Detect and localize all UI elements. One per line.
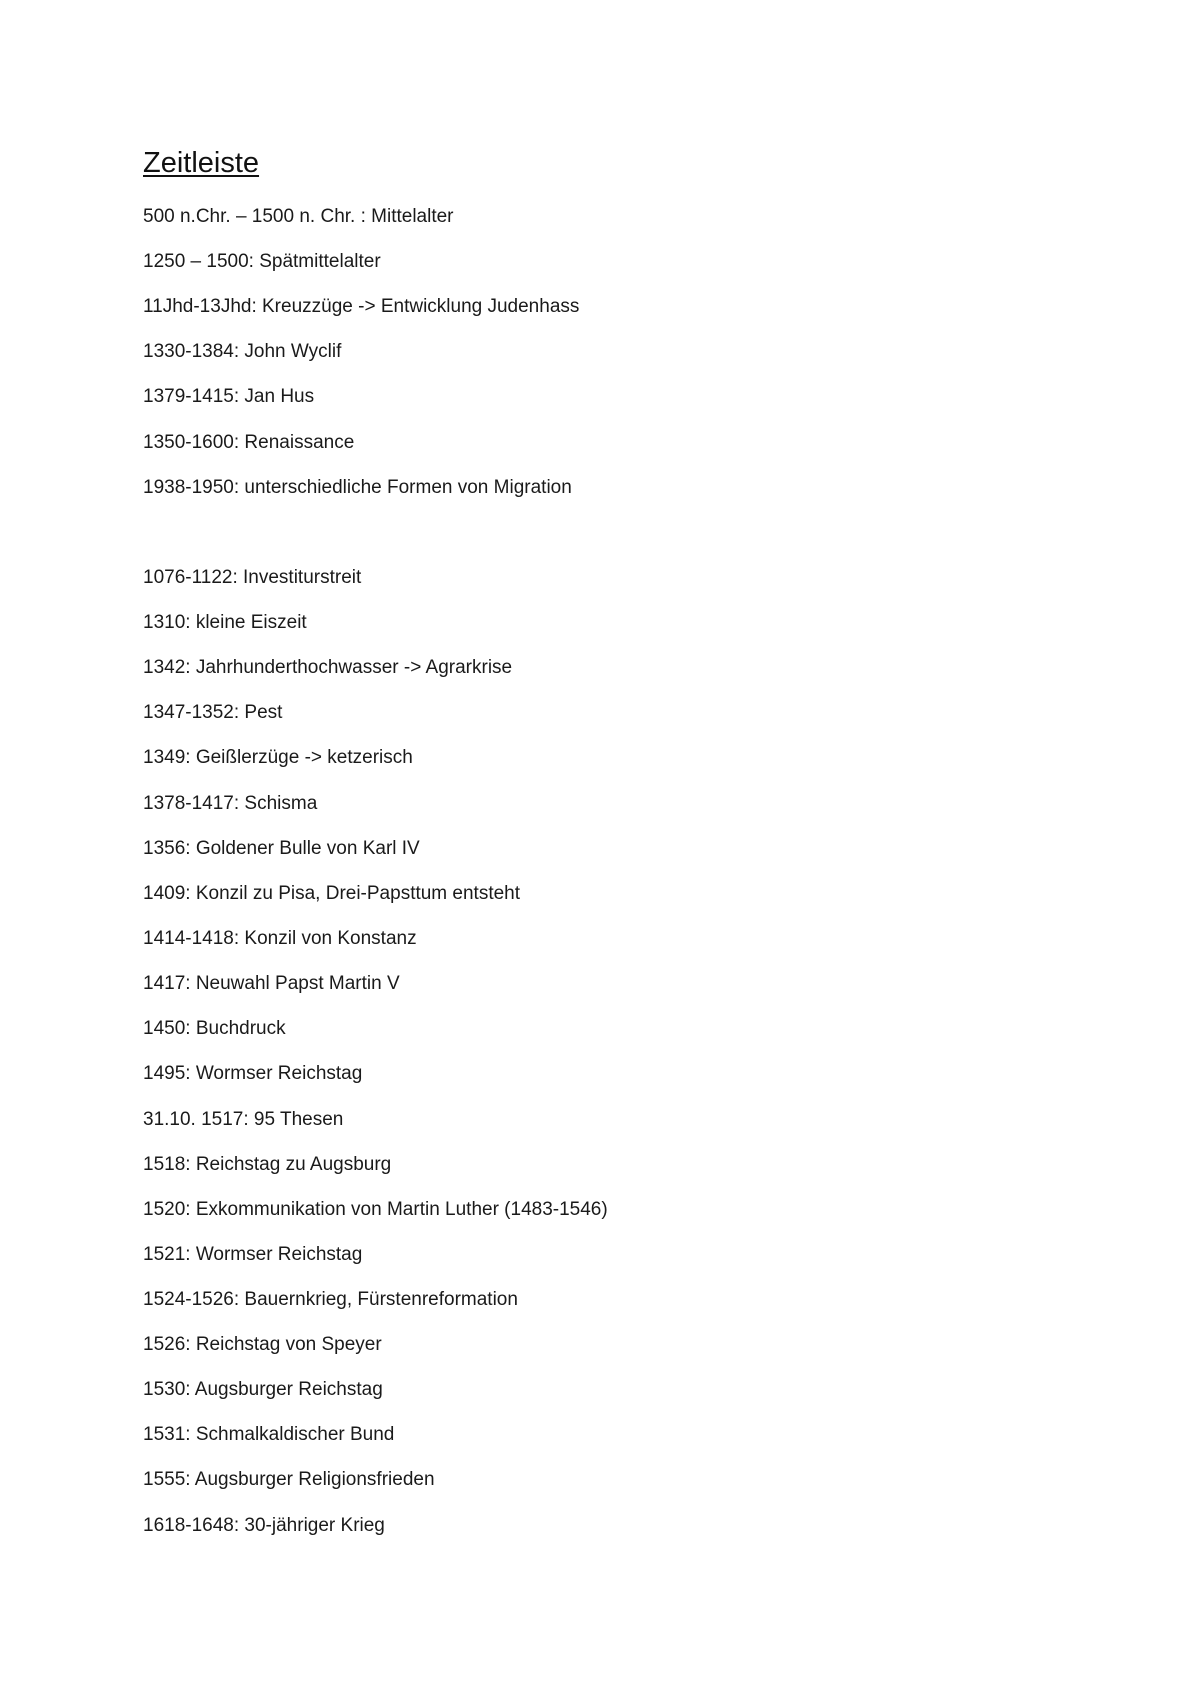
timeline-entry: 1495: Wormser Reichstag — [143, 1063, 363, 1084]
timeline-entry: 1310: kleine Eiszeit — [143, 612, 307, 633]
timeline-entry: 1350-1600: Renaissance — [143, 432, 355, 453]
timeline-entry: 1414-1418: Konzil von Konstanz — [143, 928, 417, 949]
timeline-entry: 1347-1352: Pest — [143, 702, 283, 723]
timeline-entry: 1526: Reichstag von Speyer — [143, 1334, 382, 1355]
timeline-entry: 1520: Exkommunikation von Martin Luther (1483-1546) — [143, 1199, 608, 1220]
timeline-entry: 1618-1648: 30-jähriger Krieg — [143, 1515, 385, 1536]
timeline-entry: 1409: Konzil zu Pisa, Drei-Papsttum entsteht — [143, 883, 521, 904]
timeline-entry: 1356: Goldener Bulle von Karl IV — [143, 838, 420, 859]
timeline-entry: 1250 – 1500: Spätmittelalter — [143, 251, 381, 272]
timeline-entry: 1531: Schmalkaldischer Bund — [143, 1424, 395, 1445]
timeline-entry: 1330-1384: John Wyclif — [143, 341, 342, 362]
timeline-entry: 1450: Buchdruck — [143, 1018, 286, 1039]
timeline-entry: 1349: Geißlerzüge -> ketzerisch — [143, 747, 413, 768]
timeline-entry: 1342: Jahrhunderthochwasser -> Agrarkrise — [143, 657, 513, 678]
timeline-entry: 1524-1526: Bauernkrieg, Fürstenreformation — [143, 1289, 518, 1310]
timeline-entry: 1518: Reichstag zu Augsburg — [143, 1154, 392, 1175]
timeline-entry: 1417: Neuwahl Papst Martin V — [143, 973, 400, 994]
timeline-entry: 11Jhd-13Jhd: Kreuzzüge -> Entwicklung Judenhass — [143, 296, 580, 317]
timeline-entry: 31.10. 1517: 95 Thesen — [143, 1109, 344, 1130]
timeline-entry: 1938-1950: unterschiedliche Formen von Migration — [143, 477, 572, 498]
timeline-entry: 1555: Augsburger Religionsfrieden — [143, 1469, 435, 1490]
page-title: Zeitleiste — [143, 147, 260, 179]
timeline-entry: 500 n.Chr. – 1500 n. Chr. : Mittelalter — [143, 206, 454, 227]
timeline-entry: 1076-1122: Investiturstreit — [143, 567, 362, 588]
timeline-entry: 1378-1417: Schisma — [143, 793, 318, 814]
timeline-entry: 1379-1415: Jan Hus — [143, 386, 315, 407]
timeline-entry: 1530: Augsburger Reichstag — [143, 1379, 383, 1400]
timeline-entry: 1521: Wormser Reichstag — [143, 1244, 363, 1265]
